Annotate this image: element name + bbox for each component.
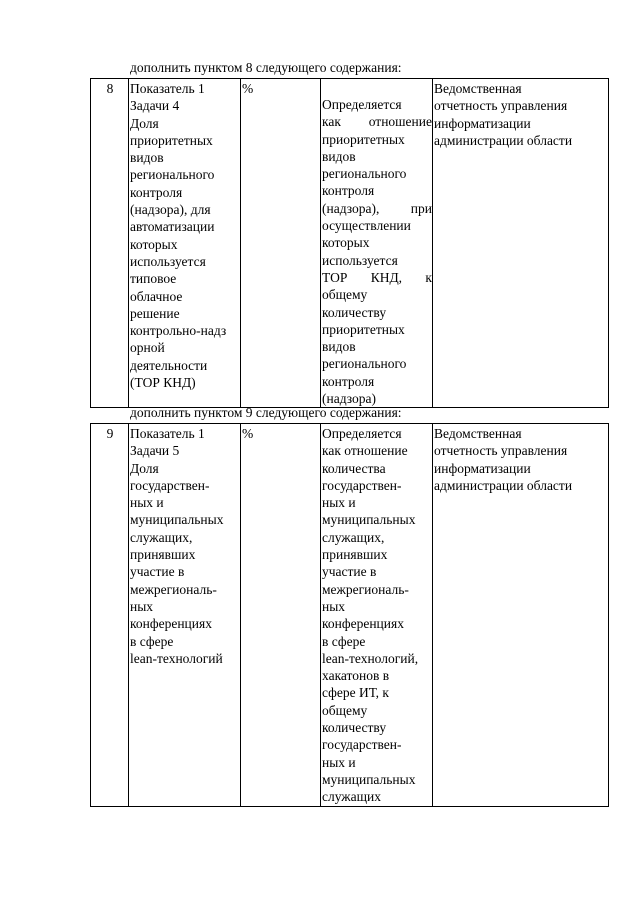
text-line: Доля (130, 460, 159, 476)
text-line: служащих, (322, 529, 385, 545)
text-line: отчетность управления (434, 98, 568, 114)
text-line: lean-технологий, (322, 650, 419, 666)
text-line: государствен- (322, 477, 402, 493)
text-line: в сфере (130, 633, 174, 649)
text-line: регионального (130, 167, 215, 183)
section-8-table (90, 78, 609, 408)
text-line: межрегиональ- (130, 581, 217, 597)
text-line: контрольно-надз (130, 323, 227, 339)
text-line: lean-технологий (130, 650, 223, 666)
text-line: ных и (322, 495, 356, 511)
text-line: Показатель 1 (130, 426, 205, 441)
indicator-cell (129, 79, 241, 408)
text-line: используется (130, 253, 206, 269)
method-cell (321, 424, 433, 807)
text-line: конференциях (130, 616, 212, 632)
text-line: количеству (322, 720, 387, 736)
text-line: отчетность управления (434, 443, 568, 459)
text-line: контроля (130, 184, 183, 200)
text-line: муниципальных (130, 512, 224, 528)
text-line: Показатель 1 (130, 81, 205, 96)
text-line: деятельности (130, 357, 208, 373)
text-line: контроля (322, 373, 375, 389)
table-row (91, 424, 609, 807)
text-line: Задачи 5 (130, 443, 180, 459)
text-line: количества (322, 460, 386, 476)
text-line: принявших (322, 547, 388, 563)
text-line: межрегиональ- (322, 581, 409, 597)
source-cell (433, 79, 609, 408)
text-line: Определяется (322, 426, 402, 441)
text-line: решение (130, 305, 180, 321)
text-line: участие в (322, 564, 377, 580)
text-line: Доля (130, 115, 159, 131)
text-line: служащих, (130, 529, 193, 545)
text-line: которых (130, 236, 178, 252)
text-line: хакатонов в (322, 668, 390, 684)
text-line: ных и (130, 495, 164, 511)
indicator-cell (129, 424, 241, 807)
text-line: ных (322, 598, 346, 614)
text-line: которых (322, 235, 370, 251)
method-cell (321, 79, 433, 408)
text-line: регионального (322, 166, 407, 182)
table-row (91, 79, 609, 408)
text-line: Определяется (322, 97, 402, 112)
text-line: служащих (322, 789, 381, 805)
text-line: администрации области (434, 477, 573, 493)
text-line: Ведомственная (434, 81, 522, 96)
text-line: ТОР КНД, к (322, 269, 432, 285)
text-line: государствен- (322, 737, 402, 753)
section-9-intro: дополнить пунктом 9 следующего содержания: (130, 405, 402, 420)
text-line: в сфере (322, 633, 366, 649)
text-line: участие в (130, 564, 185, 580)
text-line: Ведомственная (434, 426, 522, 441)
text-line: администрации области (434, 132, 573, 148)
text-line: орной (130, 340, 165, 356)
text-line: сфере ИТ, к (322, 685, 389, 701)
row-number: 9 (91, 424, 129, 807)
text-line: приоритетных (322, 131, 405, 147)
text-line: типовое (130, 271, 177, 287)
text-line: принявших (130, 547, 196, 563)
text-line: ных и (322, 754, 356, 770)
text-line: общему (322, 287, 368, 303)
text-line: используется (322, 252, 398, 268)
section-9-table (90, 423, 609, 807)
text-line: (надзора), для (130, 202, 211, 218)
section-8-intro: дополнить пунктом 8 следующего содержания: (130, 60, 402, 75)
text-line: приоритетных (130, 132, 213, 148)
text-line: Задачи 4 (130, 98, 180, 114)
text-line: общему (322, 702, 368, 718)
source-cell (433, 424, 609, 807)
text-line: информатизации (434, 115, 531, 131)
text-line: облачное (130, 288, 183, 304)
text-line: информатизации (434, 460, 531, 476)
text-line: ных (130, 598, 154, 614)
unit-cell: % (241, 424, 321, 807)
text-line: осуществлении (322, 218, 411, 234)
text-line: видов (322, 339, 356, 355)
text-line: количеству (322, 304, 387, 320)
text-line: приоритетных (322, 321, 405, 337)
text-line: конференциях (322, 616, 404, 632)
text-line: как отношение (322, 114, 432, 130)
text-line: регионального (322, 356, 407, 372)
text-line: видов (322, 148, 356, 164)
text-line: как отношение (322, 443, 408, 459)
text-line: (ТОР КНД) (130, 375, 196, 391)
text-line: муниципальных (322, 512, 416, 528)
text-line: контроля (322, 183, 375, 199)
text-line: (надзора) (322, 391, 376, 407)
text-line: муниципальных (322, 771, 416, 787)
text-line: государствен- (130, 477, 210, 493)
text-line: видов (130, 150, 164, 166)
row-number: 8 (91, 79, 129, 408)
text-line: (надзора), при (322, 200, 432, 216)
unit-cell: % (241, 79, 321, 408)
text-line: автоматизации (130, 219, 215, 235)
